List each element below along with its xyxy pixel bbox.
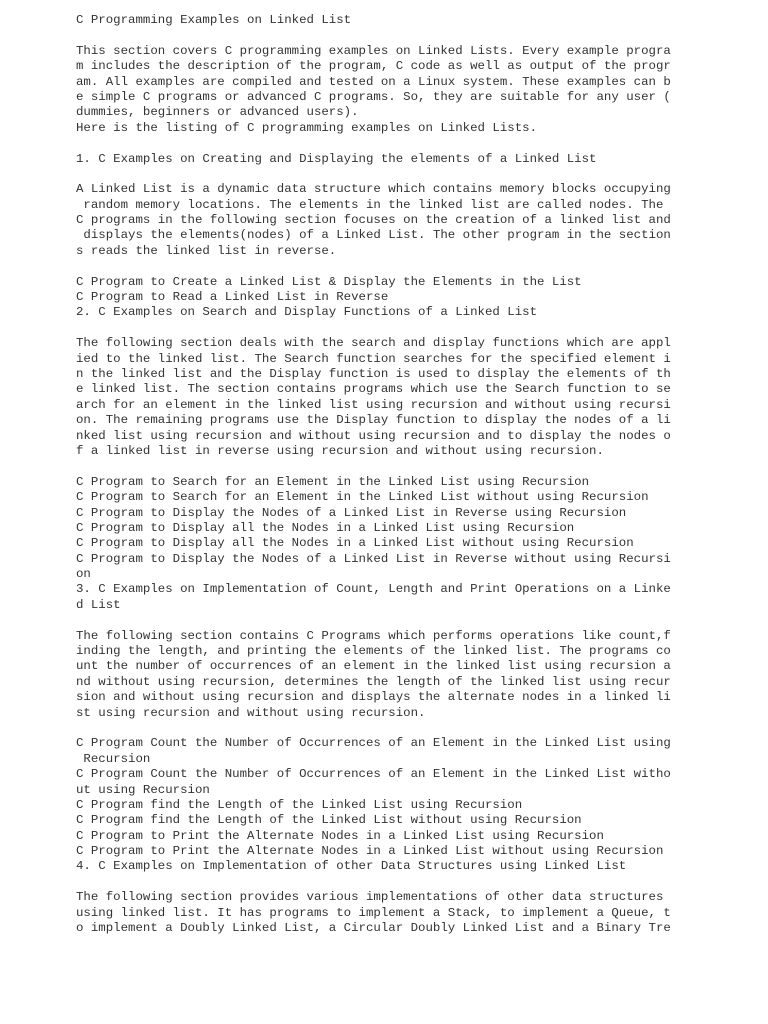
- description-line: using linked list. It has programs to implement a Stack, to implement a Queue, t: [76, 905, 671, 920]
- program-link[interactable]: C Program to Print the Alternate Nodes in a Linked List without using Recursion: [76, 844, 664, 859]
- description-line: C programs in the following section focuses on the creation of a linked list and: [76, 213, 671, 228]
- program-link[interactable]: C Program to Display all the Nodes in a Linked List using Recursion: [76, 520, 575, 535]
- section-3-heading: [76, 582, 696, 613]
- description-line: The following section contains C Programs which performs operations like count,f: [76, 628, 671, 643]
- spacer: [76, 321, 696, 336]
- description-line: ied to the linked list. The Search function searches for the specified element i: [76, 351, 671, 366]
- description-line: on. The remaining programs use the Display function to display the nodes of a li: [76, 413, 671, 428]
- heading-line: 3. C Examples on Implementation of Count, Length and Print Operations on a Linke: [76, 582, 671, 597]
- description-line: o implement a Doubly Linked List, a Circular Doubly Linked List and a Binary Tre: [76, 921, 671, 936]
- spacer: [76, 459, 696, 474]
- spacer: [76, 136, 696, 151]
- description-line: e linked list. The section contains programs which use the Search function to se: [76, 382, 671, 397]
- section-3-description: [76, 629, 696, 721]
- description-line: f a linked list in reverse using recursion and without using recursion.: [76, 443, 604, 458]
- section-3-program-list: [76, 736, 696, 859]
- description-line: A Linked List is a dynamic data structure which contains memory blocks occupying: [76, 182, 671, 197]
- program-link[interactable]: C Program find the Length of the Linked List using Recursion: [76, 797, 523, 812]
- intro-line: This section covers C programming examples on Linked Lists. Every example progra: [76, 43, 671, 58]
- intro-line: e simple C programs or advanced C programs. So, they are suitable for any user (: [76, 89, 671, 104]
- description-line: sion and without using recursion and displays the alternate nodes in a linked li: [76, 690, 671, 705]
- program-link[interactable]: C Program to Create a Linked List & Display the Elements in the List: [76, 274, 582, 289]
- description-line: unt the number of occurrences of an element in the linked list using recursion a: [76, 659, 671, 674]
- program-link[interactable]: C Program to Display the Nodes of a Linked List in Reverse without using Recursi: [76, 551, 671, 566]
- spacer: [76, 875, 696, 890]
- description-line: The following section deals with the search and display functions which are appl: [76, 336, 671, 351]
- section-4-description: [76, 890, 696, 936]
- spacer: [76, 167, 696, 182]
- intro-paragraph: [76, 44, 696, 136]
- description-line: s reads the linked list in reverse.: [76, 243, 337, 258]
- program-link[interactable]: C Program Count the Number of Occurrences of an Element in the Linked List witho: [76, 767, 671, 782]
- heading-line: d List: [76, 597, 121, 612]
- description-line: st using recursion and without using recursion.: [76, 705, 426, 720]
- program-link[interactable]: C Program to Search for an Element in the Linked List using Recursion: [76, 474, 590, 489]
- section-2-description: [76, 336, 696, 459]
- document-title: C Programming Examples on Linked List: [76, 13, 352, 27]
- description-line: nked list using recursion and without using recursion and to display the nodes o: [76, 428, 671, 443]
- spacer: [76, 259, 696, 274]
- description-line: displays the elements(nodes) of a Linked List. The other program in the section: [76, 228, 671, 243]
- description-line: n the linked list and the Display function is used to display the elements of th: [76, 366, 671, 381]
- section-4-heading: 4. C Examples on Implementation of other Data Structures using Linked List: [76, 859, 627, 874]
- program-link[interactable]: C Program to Display all the Nodes in a Linked List without using Recursion: [76, 536, 634, 551]
- spacer: [76, 28, 696, 43]
- section-1-description: [76, 182, 696, 259]
- section-2-heading: 2. C Examples on Search and Display Functions of a Linked List: [76, 305, 538, 320]
- program-link[interactable]: C Program to Read a Linked List in Reverse: [76, 290, 389, 305]
- description-line: random memory locations. The elements in the linked list are called nodes. The: [76, 197, 664, 212]
- description-line: The following section provides various implementations of other data structures: [76, 890, 664, 905]
- intro-line: am. All examples are compiled and tested on a Linux system. These examples can b: [76, 74, 671, 89]
- section-1-program-list: [76, 275, 696, 306]
- section-2-program-list: [76, 475, 696, 583]
- program-link[interactable]: C Program to Display the Nodes of a Linked List in Reverse using Recursion: [76, 505, 627, 520]
- document-page: [76, 13, 696, 936]
- description-line: nd without using recursion, determines the length of the linked list using recur: [76, 674, 671, 689]
- description-line: arch for an element in the linked list using recursion and without using recursi: [76, 397, 671, 412]
- program-link[interactable]: ut using Recursion: [76, 782, 210, 797]
- program-link[interactable]: Recursion: [76, 751, 151, 766]
- intro-line: dummies, beginners or advanced users).: [76, 105, 359, 120]
- program-link[interactable]: C Program to Print the Alternate Nodes in a Linked List using Recursion: [76, 828, 604, 843]
- description-line: inding the length, and printing the elements of the linked list. The programs co: [76, 644, 671, 659]
- program-link[interactable]: C Program Count the Number of Occurrences of an Element in the Linked List using: [76, 736, 671, 751]
- intro-line: Here is the listing of C programming examples on Linked Lists.: [76, 120, 538, 135]
- section-1-heading: 1. C Examples on Creating and Displaying the elements of a Linked List: [76, 151, 597, 166]
- program-link[interactable]: C Program to Search for an Element in the Linked List without using Recursion: [76, 490, 649, 505]
- spacer: [76, 721, 696, 736]
- spacer: [76, 613, 696, 628]
- program-link[interactable]: C Program find the Length of the Linked List without using Recursion: [76, 813, 582, 828]
- program-link[interactable]: on: [76, 567, 91, 582]
- intro-line: m includes the description of the program, C code as well as output of the progr: [76, 59, 671, 74]
